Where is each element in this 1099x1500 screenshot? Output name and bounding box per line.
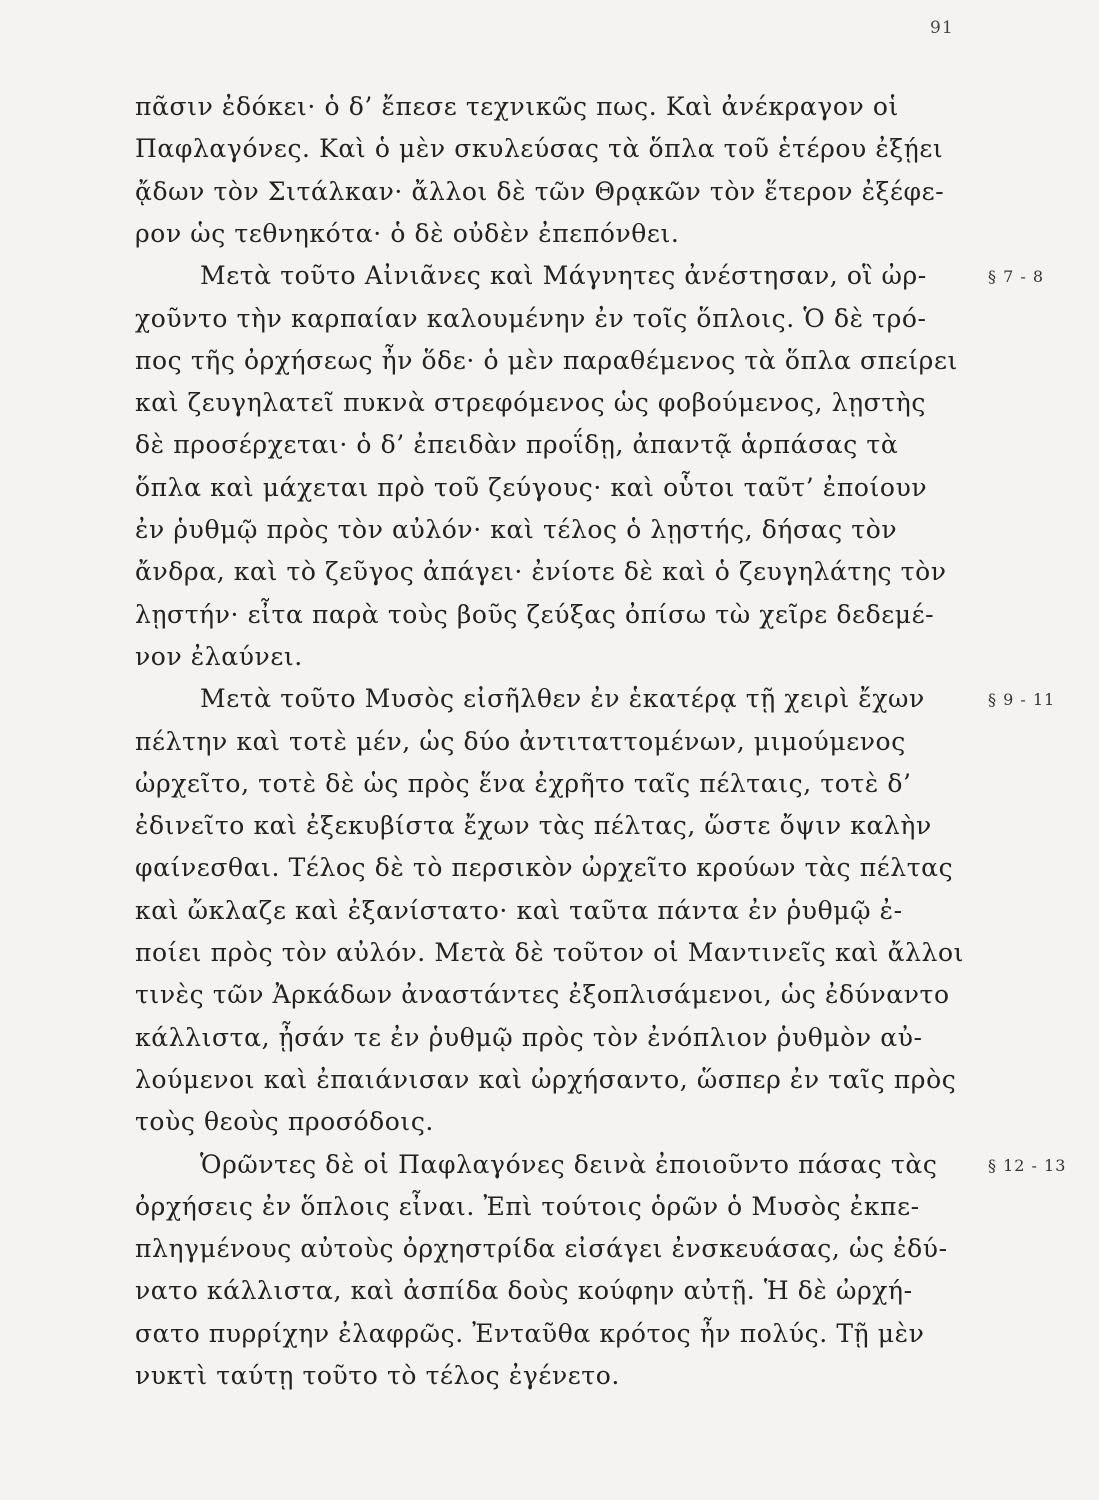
text-line: ἄνδρα, καὶ τὸ ζεῦγος ἀπάγει· ἐνίοτε δὲ καὶ ὁ ζευγηλάτης τὸν bbox=[135, 557, 947, 587]
text-line: νυκτὶ ταύτῃ τοῦτο τὸ τέλος ἐγένετο. bbox=[135, 1361, 620, 1390]
text-line: κάλλιστα, ᾖσάν τε ἐν ῥυθμῷ πρὸς τὸν ἐνόπλιον ῥυθμὸν αὐ- bbox=[135, 1022, 923, 1052]
text-line: νατο κάλλιστα, καὶ ἀσπίδα δοὺς κούφην αὐτῇ. Ἡ δὲ ὠρχή- bbox=[135, 1276, 913, 1306]
text-line: ὀρχήσεις ἐν ὅπλοις εἶναι. Ἐπὶ τούτοις ὁρῶν ὁ Μυσὸς ἐκπε- bbox=[135, 1191, 920, 1221]
text-line: ὠρχεῖτο, τοτὲ δὲ ὡς πρὸς ἕνα ἐχρῆτο ταῖς πέλταις, τοτὲ δ’ bbox=[135, 768, 912, 798]
text-line: πος τῆς ὀρχήσεως ἦν ὅδε· ὁ μὲν παραθέμενος τὰ ὅπλα σπείρει bbox=[135, 345, 958, 375]
text-line: ὅπλα καὶ μάχεται πρὸ τοῦ ζεύγους· καὶ οὗτοι ταῦτ’ ἐποίουν bbox=[135, 472, 928, 502]
text-line: ρον ὡς τεθνηκότα· ὁ δὲ οὐδὲν ἐπεπόνθει. bbox=[135, 218, 680, 248]
text-line: δὲ προσέρχεται· ὁ δ’ ἐπειδὰν προΐδῃ, ἀπαντᾷ ἁρπάσας τὰ bbox=[135, 430, 899, 460]
section-marker: § 9 - 11 bbox=[988, 690, 1056, 710]
text-line: Ὁρῶντες δὲ οἱ Παφλαγόνες δεινὰ ἐποιοῦντο πάσας τὰς bbox=[200, 1149, 938, 1179]
text-line: καὶ ὤκλαζε καὶ ἐξανίστατο· καὶ ταῦτα πάντα ἐν ῥυθμῷ ἐ- bbox=[135, 895, 903, 925]
text-line: τοὺς θεοὺς προσόδοις. bbox=[135, 1107, 434, 1137]
text-line: Παφλαγόνες. Καὶ ὁ μὲν σκυλεύσας τὰ ὅπλα τοῦ ἑτέρου ἐξῄει bbox=[135, 134, 944, 164]
section-marker: § 12 - 13 bbox=[988, 1155, 1067, 1175]
section-marker: § 7 - 8 bbox=[988, 267, 1045, 287]
text-line: καὶ ζευγηλατεῖ πυκνὰ στρεφόμενος ὡς φοβούμενος, λῃστὴς bbox=[135, 388, 926, 418]
text-line: πᾶσιν ἐδόκει· ὁ δ’ ἔπεσε τεχνικῶς πως. Καὶ ἀνέκραγον οἱ bbox=[135, 92, 899, 121]
text-line: τινὲς τῶν Ἀρκάδων ἀναστάντες ἐξοπλισάμενοι, ὡς ἐδύναντο bbox=[135, 980, 950, 1010]
page-number: 91 bbox=[930, 18, 954, 38]
text-line: χοῦντο τὴν καρπαίαν καλουμένην ἐν τοῖς ὅπλοις. Ὁ δὲ τρό- bbox=[135, 303, 927, 333]
text-line: Μετὰ τοῦτο Αἰνιᾶνες καὶ Μάγνητες ἀνέστησαν, οἳ ὠρ- bbox=[200, 261, 927, 291]
text-line: ποίει πρὸς τὸν αὐλόν. Μετὰ δὲ τοῦτον οἱ Μαντινεῖς καὶ ἄλλοι bbox=[135, 938, 965, 967]
text-line: φαίνεσθαι. Τέλος δὲ τὸ περσικὸν ὠρχεῖτο κρούων τὰς πέλτας bbox=[135, 853, 954, 883]
text-line: λούμενοι καὶ ἐπαιάνισαν καὶ ὠρχήσαντο, ὥσπερ ἐν ταῖς πρὸς bbox=[135, 1064, 957, 1094]
text-line: λῃστήν· εἶτα παρὰ τοὺς βοῦς ζεύξας ὀπίσω τὼ χεῖρε δεδεμέ- bbox=[135, 599, 935, 629]
text-line: ᾄδων τὸν Σιτάλκαν· ἄλλοι δὲ τῶν Θρᾳκῶν τὸν ἕτερον ἐξέφε- bbox=[135, 176, 945, 206]
text-line: Μετὰ τοῦτο Μυσὸς εἰσῆλθεν ἐν ἑκατέρᾳ τῇ χειρὶ ἔχων bbox=[200, 684, 925, 714]
text-line: πληγμένους αὐτοὺς ὀρχηστρίδα εἰσάγει ἐνσκευάσας, ὡς ἐδύ- bbox=[135, 1234, 948, 1264]
text-line: ἐν ῥυθμῷ πρὸς τὸν αὐλόν· καὶ τέλος ὁ λῃστής, δήσας τὸν bbox=[135, 515, 898, 544]
text-line: ἐδινεῖτο καὶ ἐξεκυβίστα ἔχων τὰς πέλτας, ὥστε ὄψιν καλὴν bbox=[135, 811, 932, 841]
text-line: νον ἐλαύνει. bbox=[135, 641, 303, 671]
text-line: πέλτην καὶ τοτὲ μέν, ὡς δύο ἀντιταττομένων, μιμούμενος bbox=[135, 726, 906, 756]
text-line: σατο πυρρίχην ἐλαφρῶς. Ἐνταῦθα κρότος ἦν πολύς. Τῇ μὲν bbox=[135, 1318, 925, 1348]
